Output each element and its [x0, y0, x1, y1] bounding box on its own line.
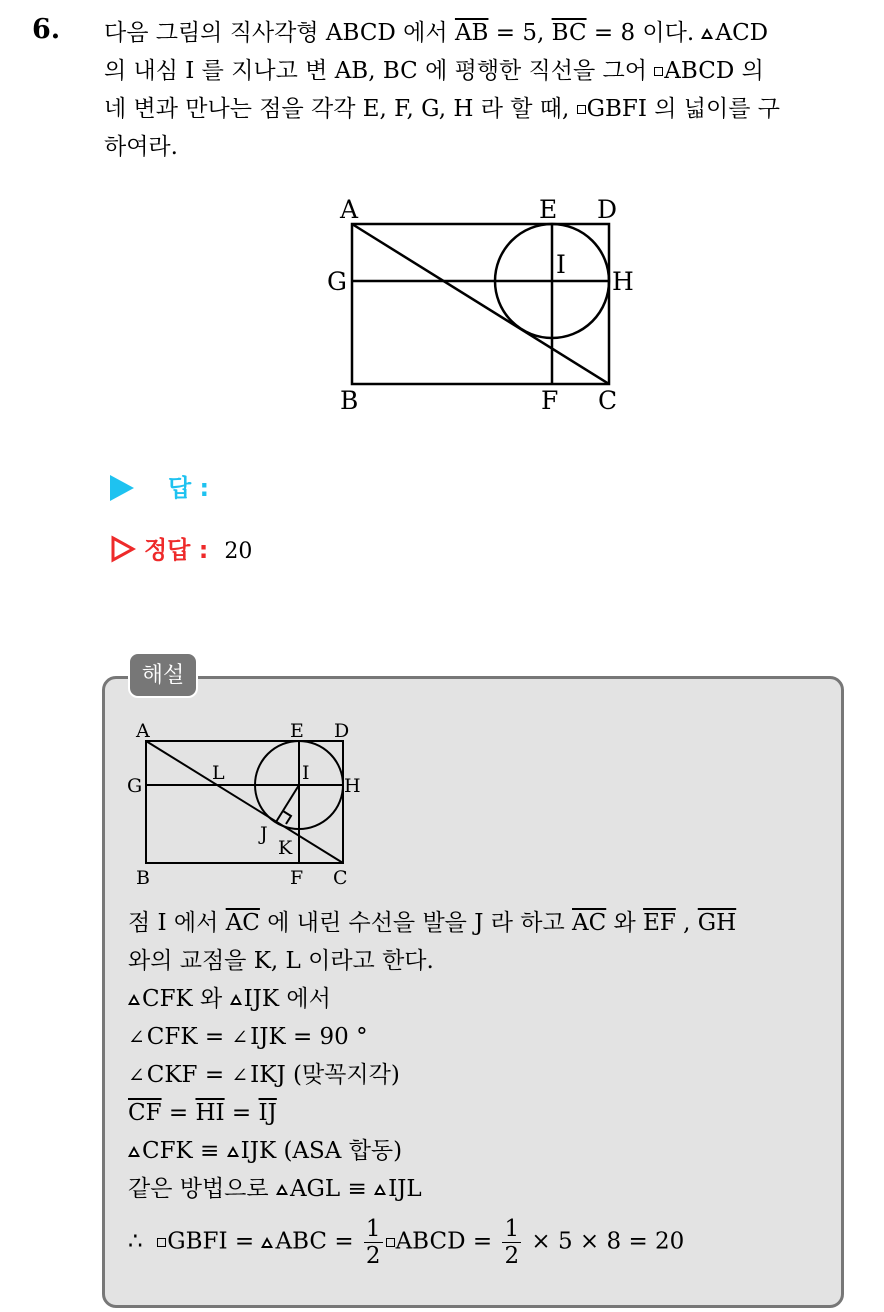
- play-icon: [110, 475, 134, 501]
- square-icon: [654, 67, 663, 76]
- fraction-one-half: $\frac{1}{2}$: [365, 1216, 381, 1269]
- label-e: E: [539, 195, 558, 224]
- solution-line-8: 같은 방법으로 AGL ≡ IJL: [128, 1176, 422, 1202]
- solution-figure: [124, 716, 374, 891]
- solution-conclusion: ∴ GBFI = ABC = $\frac{1}{2}$ ABCD = $\frac{1}{2}$ × 5 × 8 = 20: [128, 1216, 685, 1269]
- triangle-icon: [276, 1184, 288, 1195]
- segment-cf: $\overline{CF}$: [128, 1100, 162, 1126]
- question-line-1: 다음 그림의 직사각형 ABCD 에서 $\overline{AB} = 5$, $\overline{BC} = 8$ 이다. ACD: [104, 20, 769, 46]
- triangle-icon: [128, 994, 140, 1005]
- solution-text: [128, 904, 828, 1269]
- square-icon: [577, 105, 586, 114]
- segment-ac: $\overline{AC}$: [225, 910, 260, 936]
- label-i-small: I: [302, 762, 310, 784]
- label-f-small: F: [290, 867, 304, 889]
- figure-rectangle-incircle: [320, 190, 650, 420]
- square-icon: [157, 1238, 166, 1247]
- label-e-small: E: [290, 720, 304, 742]
- label-a: A: [340, 195, 359, 224]
- segment-ab: $\overline{AB}$: [454, 20, 489, 46]
- segment-gh: $\overline{GH}$: [697, 910, 737, 936]
- correct-answer-value: 20: [224, 539, 253, 564]
- label-c-small: C: [333, 867, 348, 889]
- segment-hi: $\overline{HI}$: [195, 1100, 225, 1126]
- label-d: D: [597, 195, 618, 224]
- label-b-small: B: [136, 867, 150, 889]
- solution-line-6: $\overline{CF} = \overline{HI} = \overline{IJ}$: [128, 1100, 277, 1126]
- triangle-icon: [128, 1146, 140, 1157]
- solution-line-4: ∠CFK = ∠IJK = 90 °: [128, 1018, 828, 1056]
- angle-icon: ∠: [128, 1063, 145, 1087]
- label-i: I: [556, 250, 566, 279]
- label-j-small: J: [260, 823, 268, 845]
- label-h-small: H: [344, 775, 361, 797]
- question-line-3: 네 변과 만나는 점을 각각 E, F, G, H 라 할 때, GBFI 의 넓이를 구: [104, 96, 780, 122]
- correct-answer-row: [110, 530, 252, 565]
- angle-icon: ∠: [231, 1063, 249, 1087]
- solution-line-2: 와의 교점을 K, L 이라고 한다.: [128, 948, 434, 974]
- label-c: C: [598, 386, 618, 415]
- question-number: 6.: [32, 14, 61, 45]
- label-a-small: A: [136, 720, 150, 742]
- segment-ac: $\overline{AC}$: [572, 910, 607, 936]
- answer-label: 답 :: [168, 474, 210, 502]
- label-l-small: L: [212, 762, 225, 784]
- square-icon: [386, 1238, 395, 1247]
- solution-line-7: CFK ≡ IJK (ASA 합동): [128, 1132, 828, 1170]
- segment-ij: $\overline{IJ}$: [258, 1100, 277, 1126]
- triangle-icon: [374, 1184, 386, 1195]
- question-line-2: 의 내심 I 를 지나고 변 AB, BC 에 평행한 직선을 그어 ABCD 의: [104, 58, 764, 84]
- label-h: H: [612, 267, 634, 296]
- label-k-small: K: [278, 837, 293, 859]
- label-g-small: G: [127, 775, 143, 797]
- label-f: F: [541, 386, 559, 415]
- triangle-icon: [227, 1146, 239, 1157]
- segment-ef: $\overline{EF}$: [643, 910, 676, 936]
- question-line-4: 하여라.: [104, 134, 178, 160]
- question-text: [104, 14, 864, 166]
- triangle-icon: [261, 1237, 273, 1248]
- segment-bc: $\overline{BC}$: [551, 20, 587, 46]
- solution-line-1: 점 I 에서 $\overline{AC}$ 에 내린 수선을 발을 J 라 하고 $\overline{AC}$ 와 $\overline{EF}$ , $\overline{GH}$: [128, 910, 737, 936]
- triangle-icon: [230, 994, 242, 1005]
- label-d-small: D: [334, 720, 350, 742]
- label-g: G: [327, 267, 347, 296]
- angle-icon: ∠: [231, 1025, 249, 1049]
- triangle-icon: [701, 28, 713, 39]
- diagonal-ac-small: [146, 741, 343, 863]
- correct-answer-label: 정답 :: [144, 536, 209, 564]
- right-angle-mark: [283, 811, 291, 824]
- angle-icon: ∠: [128, 1025, 145, 1049]
- play-outline-icon: [110, 535, 136, 563]
- solution-line-5: ∠CKF = ∠IKJ (맞꼭지각): [128, 1056, 828, 1094]
- answer-row: [110, 468, 209, 503]
- perpendicular-ij: [276, 785, 299, 822]
- fraction-one-half: $\frac{1}{2}$: [504, 1216, 520, 1269]
- label-b: B: [340, 386, 359, 415]
- solution-line-3: CFK 와 IJK 에서: [128, 980, 828, 1018]
- solution-tab: 해설: [128, 652, 198, 698]
- diagonal-ac: [352, 224, 609, 384]
